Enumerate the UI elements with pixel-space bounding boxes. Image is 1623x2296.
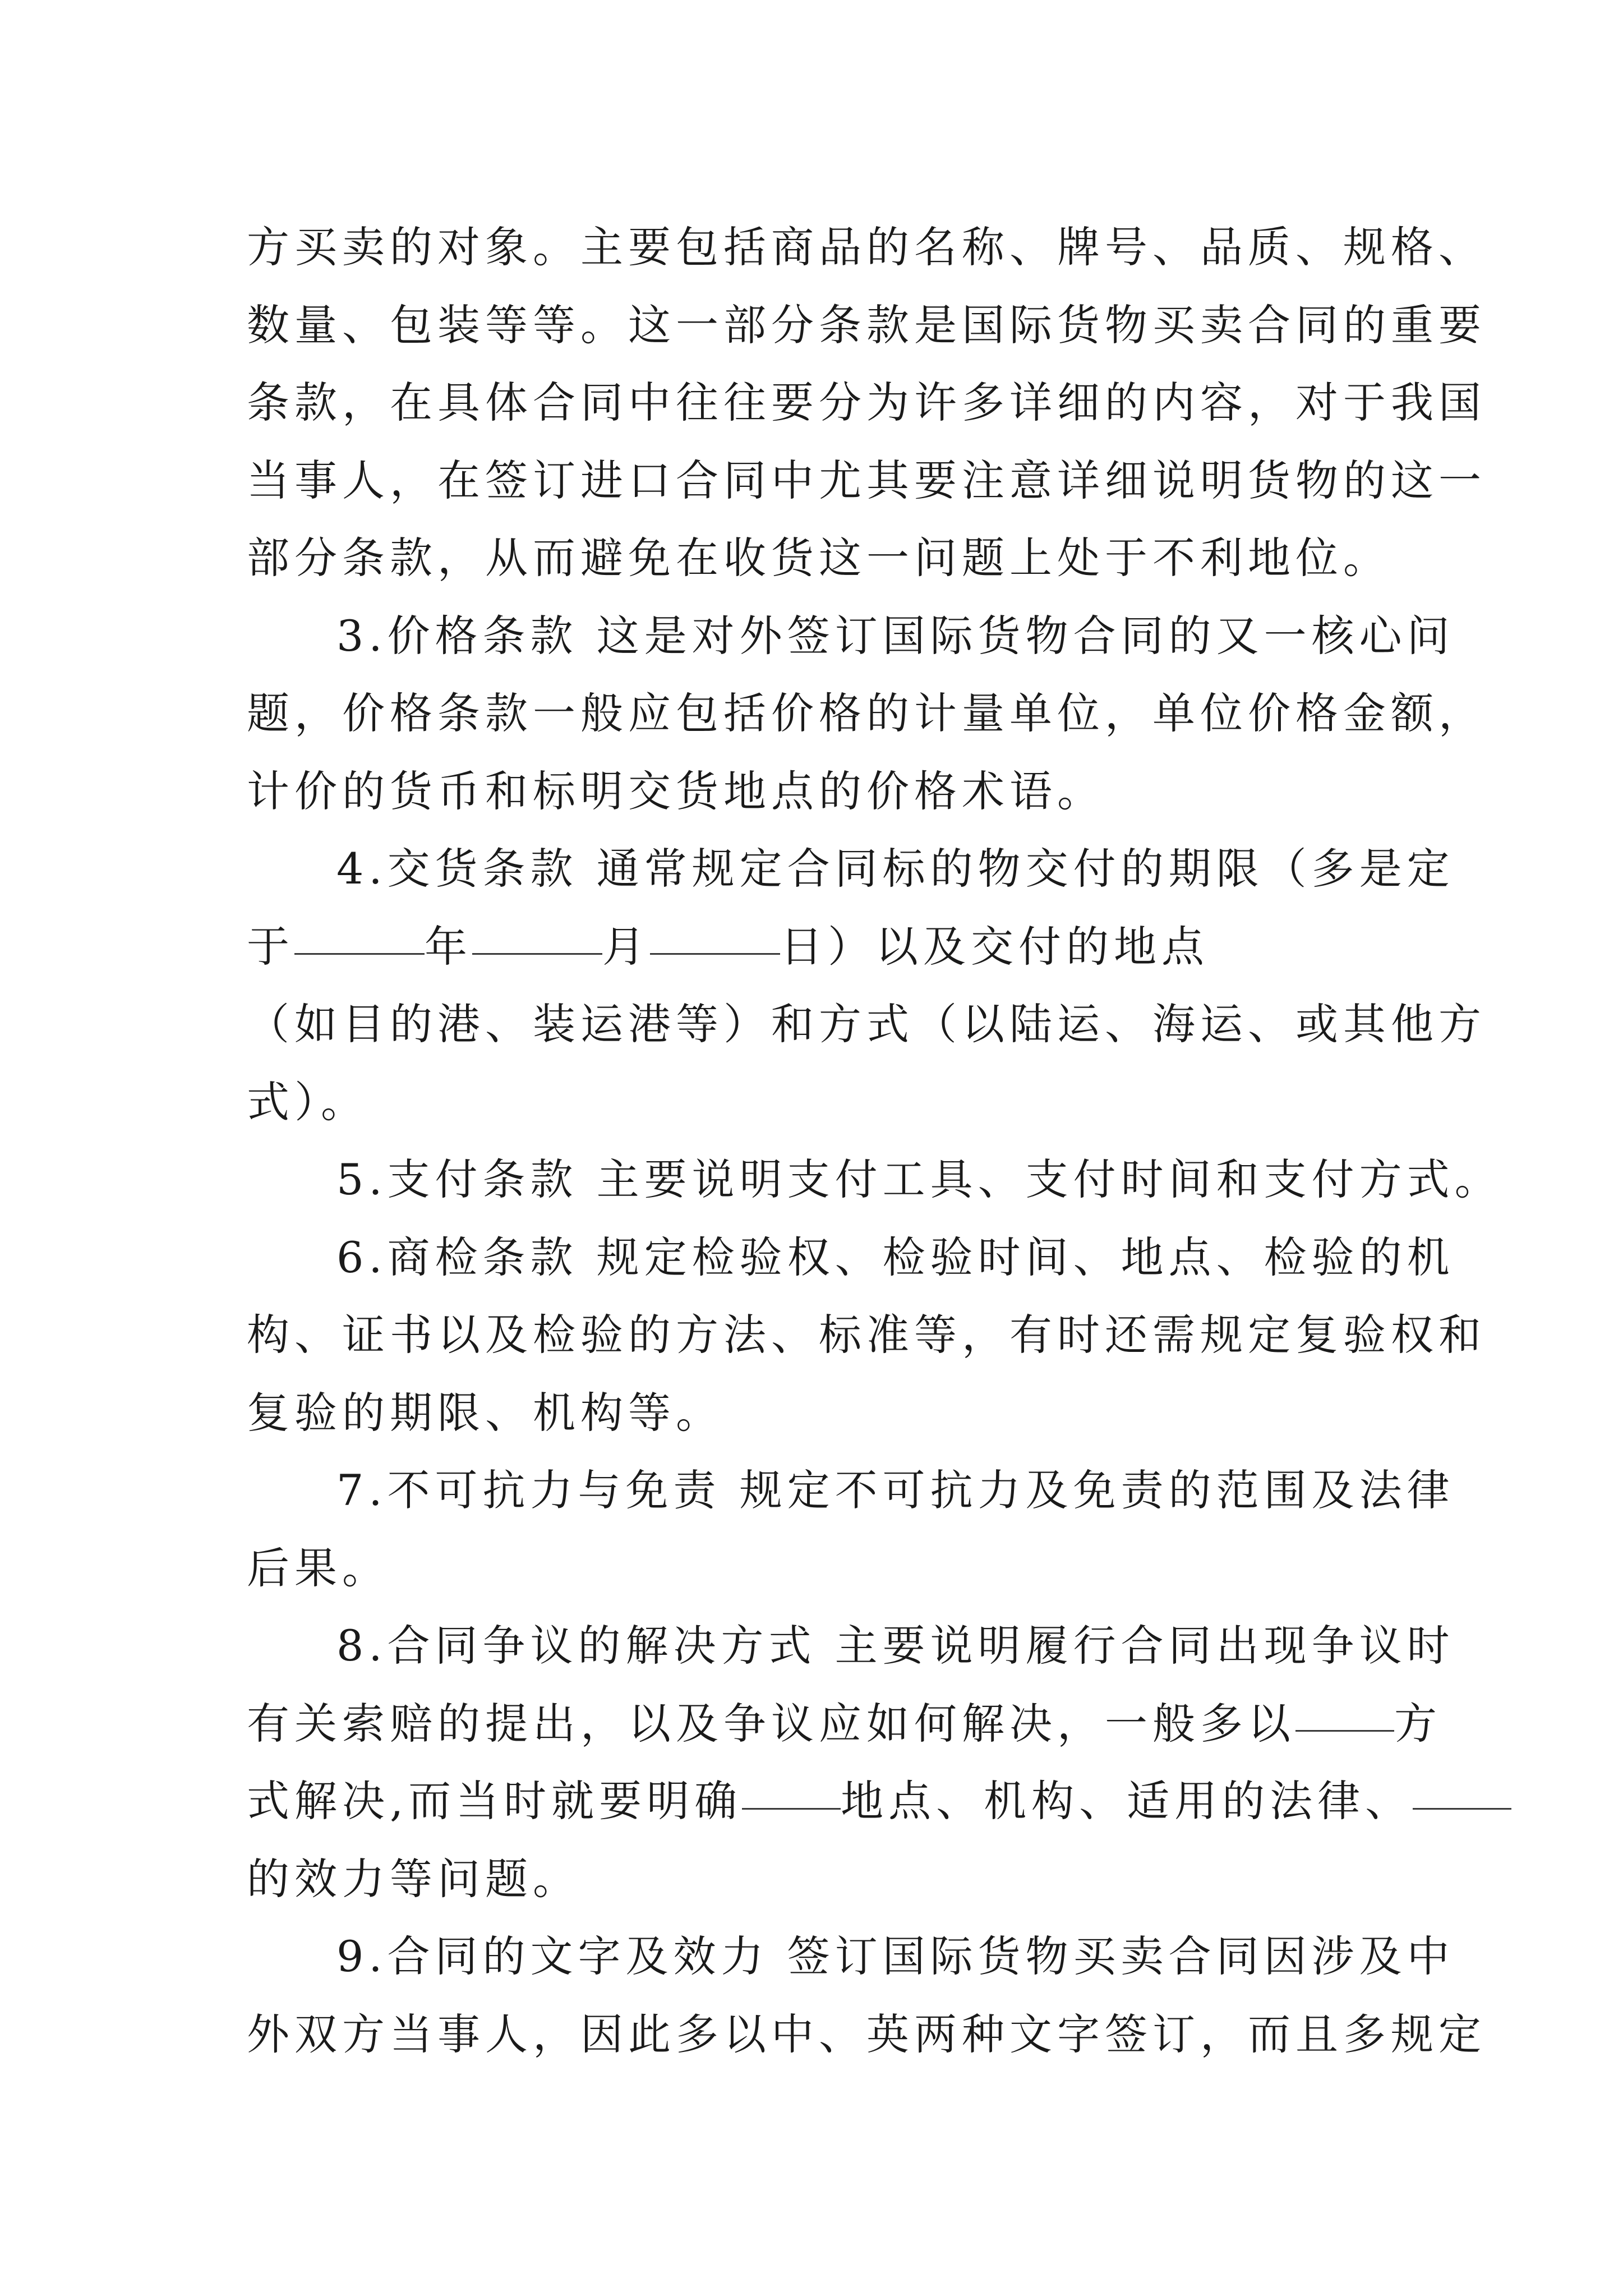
fill-in-blank-place[interactable] (742, 1807, 841, 1810)
paragraph-delivery-clause (247, 830, 1486, 1141)
text-line: 外双方当事人，因此多以中、英两种文字签订，而且多规定 (247, 2009, 1486, 2059)
text-line: 8.合同争议的解决方式 主要说明履行合同出现争议时 (336, 1621, 1455, 1671)
fill-in-blank-day[interactable] (650, 953, 780, 955)
text-line: 构、证书以及检验的方法、标准等，有时还需规定复验权和 (247, 1310, 1486, 1360)
text-fragment: 于 (247, 921, 294, 972)
text-line: （如目的港、装运港等）和方式（以陆运、海运、或其他方 (247, 999, 1486, 1049)
fill-in-blank-effect[interactable] (1413, 1807, 1511, 1810)
text-line-with-blank (247, 1685, 1442, 1763)
text-fragment: 年 (425, 921, 472, 972)
paragraph-price-clause (247, 597, 1486, 831)
text-line: 9.合同的文字及效力 签订国际货物买卖合同因涉及中 (336, 1931, 1455, 1981)
text-line: 方买卖的对象。主要包括商品的名称、牌号、品质、规格、 (247, 222, 1486, 272)
fill-in-blank-year[interactable] (294, 953, 425, 955)
text-line: 的效力等问题。 (247, 1853, 580, 1904)
document-body (247, 209, 1502, 2073)
text-line: 4.交货条款 通常规定合同标的物交付的期限（多是定 (336, 844, 1455, 894)
paragraph-inspection-clause (247, 1219, 1486, 1452)
text-line: 复验的期限、机构等。 (247, 1387, 723, 1438)
paragraph-language-clause (247, 1918, 1486, 2073)
text-fragment: 有关索赔的提出，以及争议应如何解决，一般多以 (247, 1698, 1295, 1749)
paragraph-force-majeure-clause (247, 1452, 1455, 1607)
text-line: 5.支付条款 主要说明支付工具、支付时间和支付方式。 (336, 1154, 1502, 1204)
text-line: 后果。 (247, 1543, 390, 1593)
text-fragment: 日）以及交付的地点 (780, 921, 1209, 972)
text-fragment: 地点、机构、适用的法律、 (841, 1776, 1413, 1826)
text-line-with-blanks (247, 1763, 1413, 1841)
text-line: 当事人，在签订进口合同中尤其要注意详细说明货物的这一 (247, 455, 1486, 505)
text-line: 7.不可抗力与免责 规定不可抗力及免责的范围及法律 (336, 1465, 1455, 1515)
fill-in-blank-month[interactable] (472, 953, 602, 955)
paragraph-continuation (247, 209, 1486, 597)
text-line-with-blanks (247, 908, 1402, 986)
text-fragment: 式解决,而当时就要明确 (247, 1776, 743, 1826)
text-line: 题，价格条款一般应包括价格的计量单位，单位价格金额， (247, 688, 1486, 738)
text-line: 条款，在具体合同中往往要分为许多详细的内容，对于我国 (247, 378, 1486, 427)
text-fragment: 月 (602, 921, 650, 972)
text-line: 计价的货币和标明交货地点的价格术语。 (247, 766, 1105, 816)
text-line: 部分条款，从而避免在收货这一问题上处于不利地位。 (247, 533, 1391, 583)
fill-in-blank-method[interactable] (1295, 1729, 1394, 1732)
text-fragment: 方 (1394, 1698, 1442, 1749)
text-line: 数量、包装等等。这一部分条款是国际货物买卖合同的重要 (247, 300, 1486, 350)
paragraph-dispute-clause (247, 1607, 1455, 1918)
text-line: 式）。 (247, 1076, 368, 1127)
paragraph-payment-clause (247, 1141, 1502, 1219)
text-line: 6.商检条款 规定检验权、检验时间、地点、检验的机 (336, 1232, 1455, 1282)
text-line: 3.价格条款 这是对外签订国际货物合同的又一核心问 (336, 610, 1455, 661)
